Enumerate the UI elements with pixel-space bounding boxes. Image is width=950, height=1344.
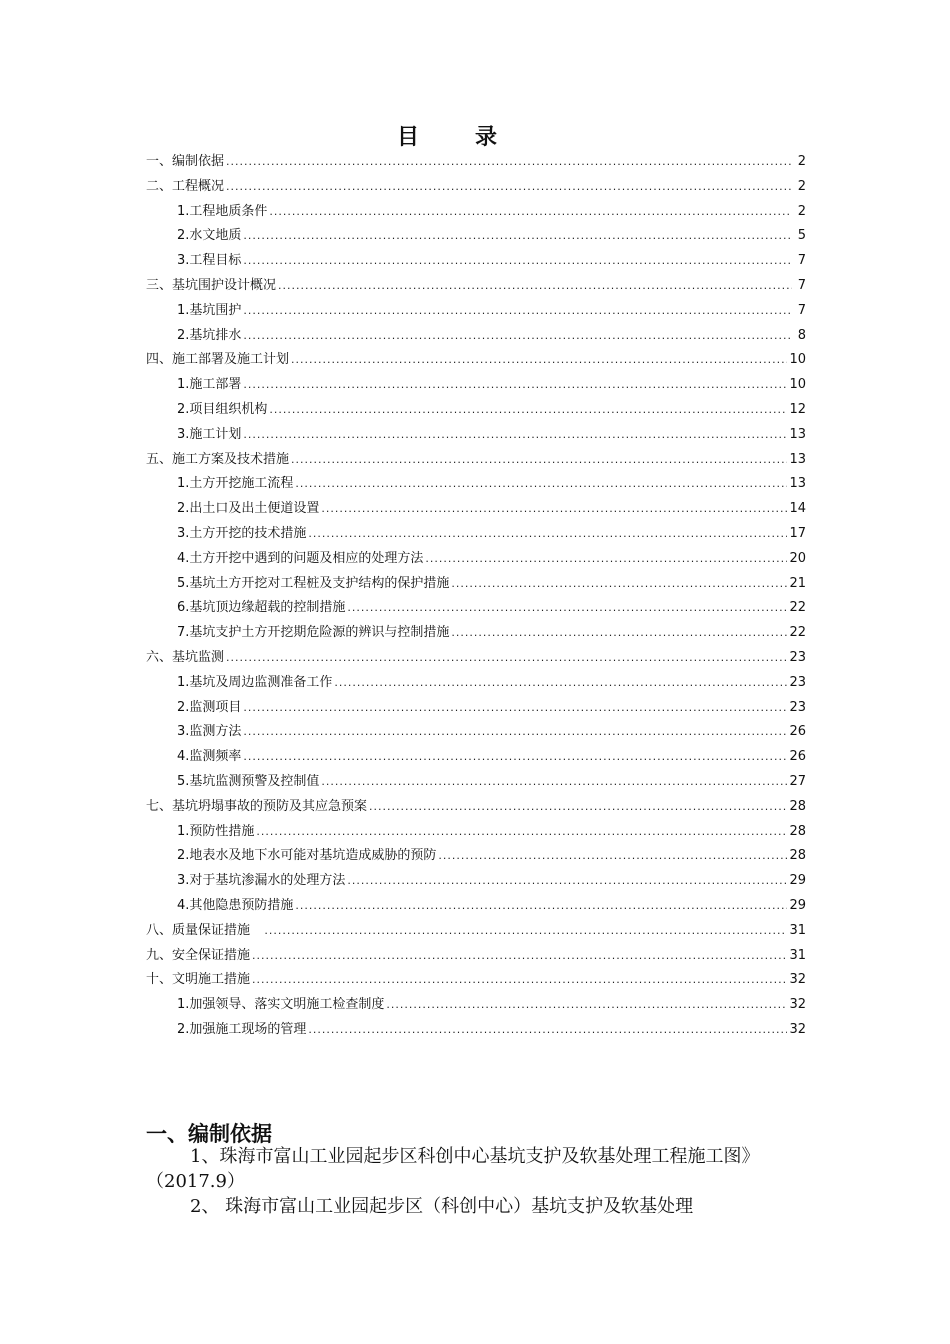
toc-entry-label: 3.工程目标 [177,253,242,269]
toc-leader-dots [264,919,787,944]
toc-leader-dots [308,522,787,547]
toc-entry-page: 5 [797,228,806,244]
toc-entry[interactable] [146,224,806,249]
toc-entry-page: 23 [789,699,806,715]
toc-entry-page: 28 [789,798,806,814]
toc-entry-label: 3.土方开挖的技术措施 [177,525,307,541]
toc-entry-label: 6.基坑顶边缘超载的控制措施 [177,600,346,616]
toc-entry[interactable] [146,993,806,1018]
toc-entry[interactable] [146,844,806,869]
toc-leader-dots [243,224,792,249]
toc-entry-page: 22 [789,625,806,641]
toc-leader-dots [252,968,787,993]
toc-entry-label: 1.基坑及周边监测准备工作 [177,674,333,690]
toc-entry-page: 31 [789,922,806,938]
toc-entry-label: 1.施工部署 [177,377,242,393]
toc-entry[interactable] [146,572,806,597]
toc-entry-page: 23 [789,674,806,690]
toc-entry[interactable] [146,621,806,646]
toc-entry-page: 12 [789,401,806,417]
toc-entry-label: 3.施工计划 [177,426,242,442]
toc-entry[interactable] [146,596,806,621]
toc-entry-page: 31 [789,947,806,963]
toc-entry-label: 二、工程概况 [146,178,225,194]
toc-entry-page: 28 [789,823,806,839]
toc-entry-page: 27 [789,773,806,789]
toc-entry-page: 32 [789,997,806,1013]
toc-entry[interactable] [146,249,806,274]
toc-entry[interactable] [146,373,806,398]
toc-entry[interactable] [146,472,806,497]
section-heading: 一、编制依据 [146,1122,272,1146]
toc-entry-label: 4.土方开挖中遇到的问题及相应的处理方法 [177,550,424,566]
toc-entry-label: 1.加强领导、落实文明施工检查制度 [177,997,385,1013]
toc-entry-label: 2.基坑排水 [177,327,242,343]
toc-leader-dots [369,795,787,820]
toc-entry-label: 2.水文地质 [177,228,242,244]
toc-leader-dots [243,423,787,448]
toc-entry[interactable] [146,820,806,845]
paragraph-2: 2、 珠海市富山工业园起步区（科创中心）基坑支护及软基处理 [190,1196,694,1217]
toc-leader-dots [425,547,787,572]
toc-entry[interactable] [146,770,806,795]
toc-entry-page: 2 [797,178,806,194]
toc-leader-dots [252,944,787,969]
toc-entry-page: 7 [797,277,806,293]
toc-entry-label: 4.其他隐患预防措施 [177,897,294,913]
toc-entry-label: 一、编制依据 [146,154,225,169]
toc-leader-dots [291,448,787,473]
toc-leader-dots [226,175,792,200]
toc-entry[interactable] [146,299,806,324]
toc-leader-dots [243,745,787,770]
toc-entry-label: 3.监测方法 [177,724,242,740]
toc-entry-page: 17 [789,525,806,541]
toc-leader-dots [269,398,787,423]
toc-leader-dots [226,646,787,671]
toc-leader-dots [243,324,792,349]
paragraph-1: 1、珠海市富山工业园起步区科创中心基坑支护及软基处理工程施工图》（2017.9） [146,1146,760,1192]
toc-leader-dots [291,348,787,373]
toc-leader-dots [226,150,792,175]
table-of-contents [146,150,806,1043]
toc-entry[interactable] [146,423,806,448]
toc-entry-label: 3.对于基坑渗漏水的处理方法 [177,873,346,889]
toc-entry-page: 2 [797,154,806,169]
toc-entry[interactable] [146,398,806,423]
toc-leader-dots [321,770,787,795]
toc-leader-dots [243,299,792,324]
toc-entry-page: 26 [789,749,806,765]
toc-entry[interactable] [146,150,806,175]
toc-entry-label: 4.监测频率 [177,749,242,765]
toc-leader-dots [269,200,792,225]
toc-entry-label: 1.基坑围护 [177,302,242,318]
toc-leader-dots [451,621,787,646]
toc-entry-page: 10 [789,352,806,368]
toc-entry-label: 2.监测项目 [177,699,242,715]
toc-entry-page: 28 [789,848,806,864]
toc-entry-label: 2.出土口及出土便道设置 [177,501,320,517]
toc-entry[interactable] [146,1018,806,1043]
toc-entry[interactable] [146,348,806,373]
toc-entry[interactable] [146,869,806,894]
toc-entry-label: 2.地表水及地下水可能对基坑造成威胁的预防 [177,848,437,864]
body-text [146,1144,812,1219]
toc-entry[interactable] [146,274,806,299]
toc-leader-dots [243,373,787,398]
toc-entry-page: 13 [789,426,806,442]
toc-entry-page: 13 [789,476,806,492]
toc-leader-dots [308,1018,787,1043]
toc-leader-dots [438,844,787,869]
toc-leader-dots [295,472,787,497]
toc-entry-label: 2.加强施工现场的管理 [177,1021,307,1037]
toc-entry-label: 1.预防性措施 [177,823,255,839]
toc-entry-label: 九、安全保证措施 [146,947,251,963]
toc-entry[interactable] [146,200,806,225]
toc-entry-label: 三、基坑围护设计概况 [146,277,277,293]
toc-entry[interactable] [146,324,806,349]
toc-leader-dots [334,671,787,696]
toc-entry[interactable] [146,547,806,572]
toc-entry-label: 五、施工方案及技术措施 [146,451,290,467]
toc-entry-page: 21 [789,575,806,591]
toc-leader-dots [347,596,787,621]
toc-leader-dots [386,993,787,1018]
toc-entry-label: 七、基坑坍塌事故的预防及其应急预案 [146,798,368,814]
toc-entry-page: 7 [797,302,806,318]
toc-entry-label: 八、质量保证措施 [146,922,263,938]
toc-entry-page: 23 [789,649,806,665]
toc-entry[interactable] [146,175,806,200]
toc-entry[interactable] [146,646,806,671]
toc-entry-page: 22 [789,600,806,616]
toc-entry-label: 十、文明施工措施 [146,972,251,988]
toc-leader-dots [451,572,787,597]
toc-entry-page: 10 [789,377,806,393]
toc-entry[interactable] [146,919,806,944]
toc-entry[interactable] [146,894,806,919]
toc-entry[interactable] [146,795,806,820]
toc-entry-page: 7 [797,253,806,269]
toc-entry-label: 1.工程地质条件 [177,203,268,219]
toc-entry-label: 四、施工部署及施工计划 [146,352,290,368]
toc-entry-page: 8 [797,327,806,343]
toc-entry-label: 5.基坑土方开挖对工程桩及支护结构的保护措施 [177,575,450,591]
toc-entry-page: 26 [789,724,806,740]
toc-entry-page: 32 [789,1021,806,1037]
toc-entry[interactable] [146,968,806,993]
toc-entry[interactable] [146,448,806,473]
toc-entry[interactable] [146,745,806,770]
toc-leader-dots [243,720,787,745]
toc-entry[interactable] [146,671,806,696]
toc-entry-label: 2.项目组织机构 [177,401,268,417]
toc-entry-label: 7.基坑支护土方开挖期危险源的辨识与控制措施 [177,625,450,641]
toc-entry[interactable] [146,720,806,745]
toc-entry-label: 5.基坑监测预警及控制值 [177,773,320,789]
toc-entry-page: 13 [789,451,806,467]
toc-entry-page: 29 [789,897,806,913]
toc-entry-page: 2 [797,203,806,219]
toc-leader-dots [243,249,792,274]
toc-entry-page: 14 [789,501,806,517]
toc-leader-dots [321,497,787,522]
toc-entry-label: 1.土方开挖施工流程 [177,476,294,492]
toc-entry[interactable] [146,497,806,522]
toc-entry[interactable] [146,696,806,721]
toc-entry-page: 32 [789,972,806,988]
toc-leader-dots [295,894,787,919]
toc-leader-dots [243,696,787,721]
toc-leader-dots [278,274,792,299]
toc-leader-dots [347,869,787,894]
toc-entry[interactable] [146,522,806,547]
toc-entry-label: 六、基坑监测 [146,649,225,665]
toc-title: 目录 [396,124,553,150]
toc-entry-page: 29 [789,873,806,889]
toc-leader-dots [256,820,787,845]
toc-entry-page: 20 [789,550,806,566]
toc-entry[interactable] [146,944,806,969]
